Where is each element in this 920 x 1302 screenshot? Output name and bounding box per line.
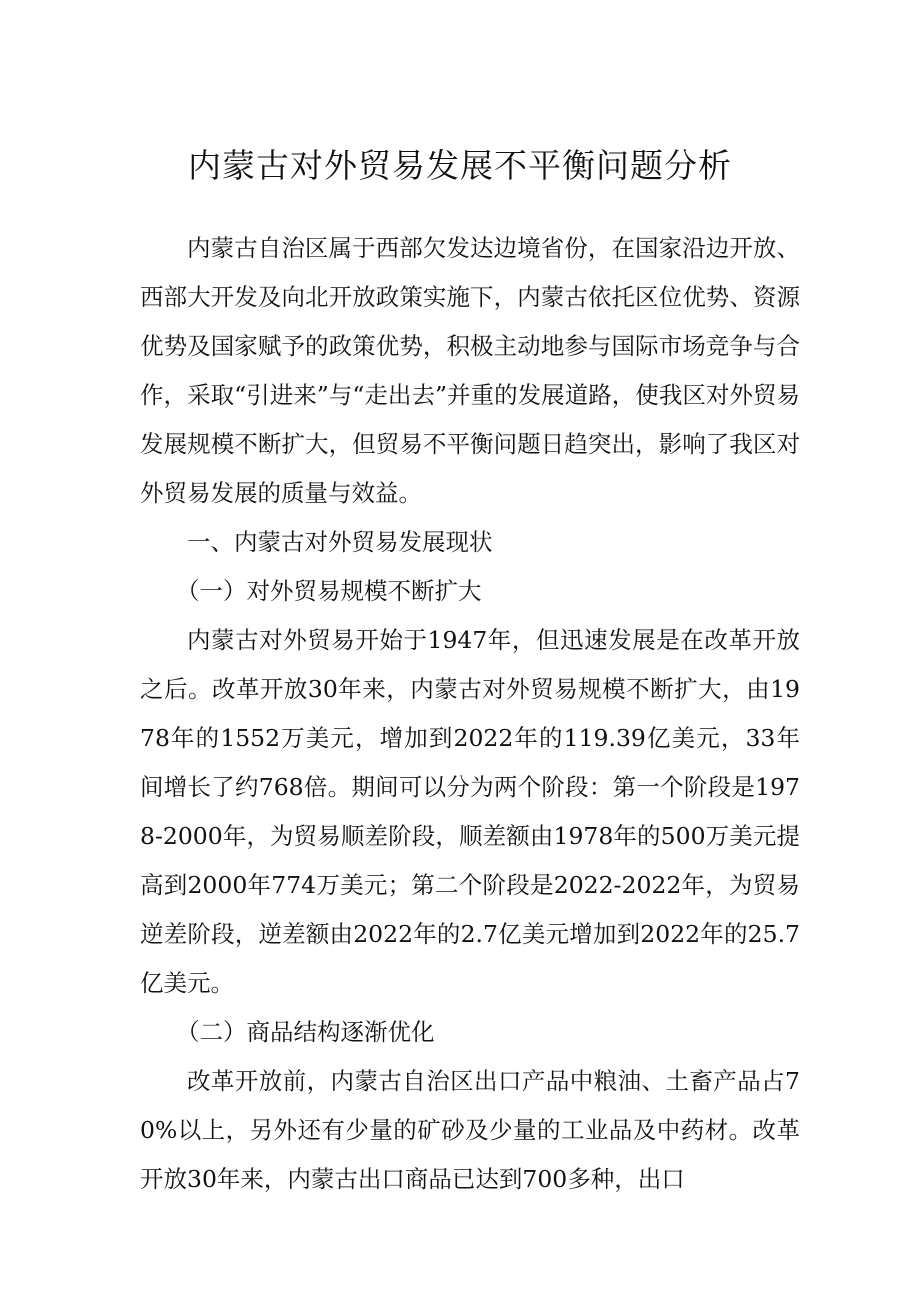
intro-paragraph: 内蒙古自治区属于西部欠发达边境省份，在国家沿边开放、西部大开发及向北开放政策实施下，内蒙古依托区位优势、资源优势及国家赋予的政策优势，积极主动地参与国际市场竞争与合作，采取“引进来”与“走出去”并重的发展道路，使我区对外贸易发展规模不断扩大，但贸易不平衡问题日趋突出，影响了我区对外贸易发展的质量与效益。 [140,234,800,507]
document-body [140,224,800,1204]
subsection-heading-1: （一）对外贸易规模不断扩大 [176,577,482,605]
product-structure-paragraph: 改革开放前，内蒙古自治区出口产品中粮油、土畜产品占70%以上，另外还有少量的矿砂及少量的工业品及中药材。改革开放30年来，内蒙古出口商品已达到700多种，出口 [140,1067,800,1193]
document-title: 内蒙古对外贸易发展不平衡问题分析 [188,146,732,185]
trade-scale-paragraph: 内蒙古对外贸易开始于1947年，但迅速发展是在改革开放之后。改革开放30年来，内蒙古对外贸易规模不断扩大，由1978年的1552万美元，增加到2022年的119.39亿美元，33年间增长了约768倍。期间可以分为两个阶段：第一个阶段是1978-2000年，为贸易顺差阶段，顺差额由1978年的500万美元提高到2000年774万美元；第二个阶段是2022-2022年，为贸易逆差阶段，逆差额由2022年的2.7亿美元增加到2022年的25.7亿美元。 [140,626,800,997]
section-heading-1: 一、内蒙古对外贸易发展现状 [187,528,493,556]
subsection-heading-2: （二）商品结构逐渐优化 [176,1018,435,1046]
